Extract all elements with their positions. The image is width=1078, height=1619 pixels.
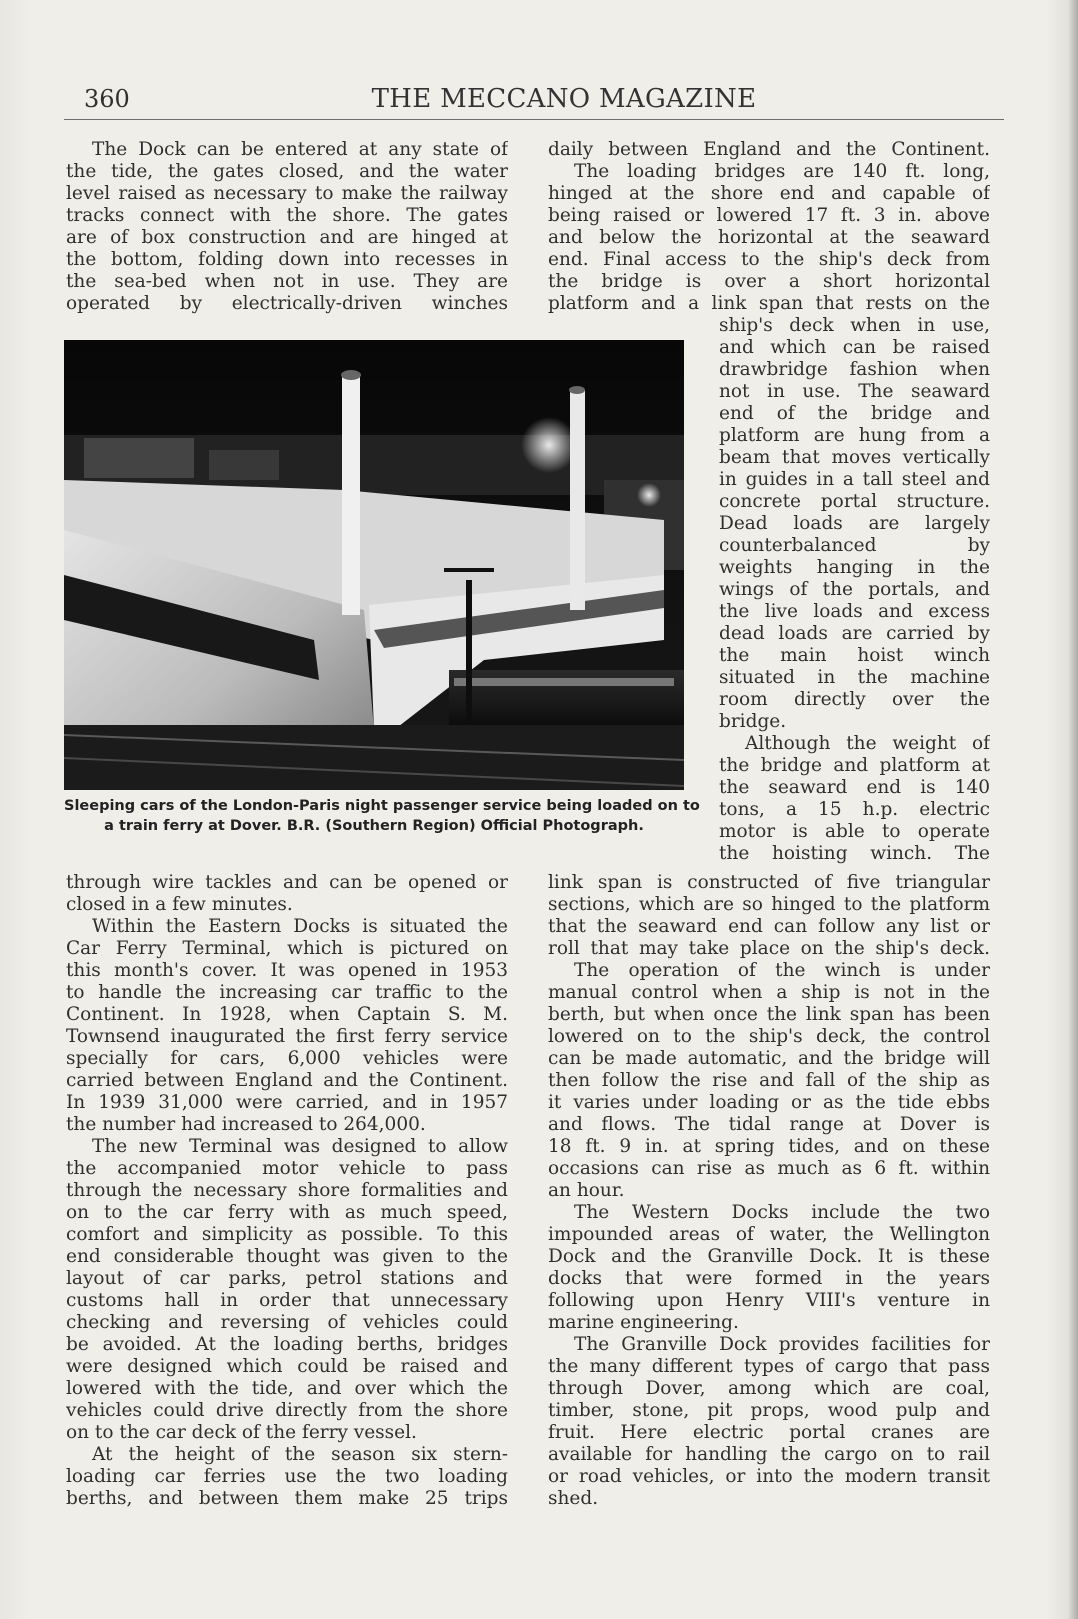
text-line: manual control when a ship is not in the [548,982,990,1003]
text-line: the tide, the gates closed, and the water [66,161,508,182]
text-line: Within the Eastern Docks is situated the [92,916,508,937]
text-line: daily between England and the Continent. [548,139,990,160]
text-line: The Western Docks include the two [574,1202,990,1223]
text-line: The Granville Dock provides facilities for [574,1334,990,1355]
text-line: on to the car deck of the ferry vessel. [66,1422,417,1443]
text-line: lowered on to the ship's deck, the control [548,1026,990,1047]
text-line: hinged at the shore end and capable of [548,183,990,204]
text-line: docks that were formed in the years [548,1268,990,1289]
text-line: room directly over the [719,689,990,710]
text-line: the bottom, folding down into recesses in [66,249,508,270]
text-line: the hoisting winch. The [719,843,990,864]
text-line: lowered with the tide, and over which the [66,1378,508,1399]
text-line: not in use. The seaward [719,381,990,402]
text-line: berths, and between them make 25 trips [66,1488,508,1509]
text-line: loading car ferries use the two loading [66,1466,508,1487]
text-line: the live loads and excess [719,601,990,622]
text-line: beam that moves vertically [719,447,990,468]
text-line: that the seaward end can follow any list or [548,916,990,937]
text-line: level raised as necessary to make the railway [66,183,508,204]
text-line: being raised or lowered 17 ft. 3 in. above [548,205,990,226]
text-line: Although the weight of [745,733,990,754]
text-line: Car Ferry Terminal, which is pictured on [66,938,508,959]
text-line: were designed which could be raised and [66,1356,508,1377]
text-line: drawbridge fashion when [719,359,990,380]
text-line: vehicles could drive directly from the shore [66,1400,508,1421]
text-line: At the height of the season six stern- [92,1444,508,1465]
text-line: tons, a 15 h.p. electric [719,799,990,820]
text-line: it varies under loading or as the tide ebbs [548,1092,990,1113]
text-line: wings of the portals, and [719,579,990,600]
text-line: The operation of the winch is under [574,960,990,981]
text-line: The Dock can be entered at any state of [92,139,508,160]
text-line: carried between England and the Continent. [66,1070,508,1091]
ferry-photograph [64,340,684,790]
text-line: occasions can rise as much as 6 ft. within [548,1158,990,1179]
text-line: closed in a few minutes. [66,894,293,915]
photo-caption: Sleeping cars of the London-Paris night passenger service being loaded on to [64,798,700,814]
text-line: and flows. The tidal range at Dover is [548,1114,990,1135]
text-line: situated in the machine [719,667,990,688]
text-line: and below the horizontal at the seaward [548,227,990,248]
text-line: the main hoist winch [719,645,990,666]
text-line: 18 ft. 9 in. at spring tides, and on these [548,1136,990,1157]
photo-caption: a train ferry at Dover. B.R. (Southern Region) Official Photograph. [104,818,644,834]
text-line: the many different types of cargo that pass [548,1356,990,1377]
text-line: counterbalanced by [719,535,990,556]
text-line: the number had increased to 264,000. [66,1114,426,1135]
text-line: impounded areas of water, the Wellington [548,1224,990,1245]
page-number: 360 [84,85,130,113]
text-line: end. Final access to the ship's deck from [548,249,990,270]
text-line: checking and reversing of vehicles could [66,1312,508,1333]
text-line: dead loads are carried by [719,623,990,644]
text-line: available for handling the cargo on to rail [548,1444,990,1465]
text-line: to handle the increasing car traffic to the [66,982,508,1003]
text-line: Dead loads are largely [719,513,990,534]
text-line: roll that may take place on the ship's deck. [548,938,990,959]
text-line: in guides in a tall steel and [719,469,990,490]
text-line: and which can be raised [719,337,990,358]
text-line: be avoided. At the loading berths, bridges [66,1334,508,1355]
text-line: an hour. [548,1180,625,1201]
text-line: on to the car ferry with as much speed, [66,1202,508,1223]
text-line: In 1939 31,000 were carried, and in 1957 [66,1092,508,1113]
text-line: the bridge is over a short horizontal [548,271,990,292]
text-line: fruit. Here electric portal cranes are [548,1422,990,1443]
text-line: marine engineering. [548,1312,739,1333]
text-line: timber, stone, pit props, wood pulp and [548,1400,990,1421]
text-line: Townsend inaugurated the first ferry service [66,1026,508,1047]
text-line: end considerable thought was given to the [66,1246,508,1267]
text-line: through Dover, among which are coal, [548,1378,990,1399]
text-line: weights hanging in the [719,557,990,578]
text-line: tracks connect with the shore. The gates [66,205,508,226]
page-edge-shadow [1068,0,1078,1619]
text-line: comfort and simplicity as possible. To this [66,1224,508,1245]
text-line: customs hall in order that unnecessary [66,1290,508,1311]
text-line: the seaward end is 140 [719,777,990,798]
text-line: the bridge and platform at [719,755,990,776]
text-line: can be made automatic, and the bridge will [548,1048,990,1069]
header-rule [64,119,1004,120]
text-line: concrete portal structure. [719,491,990,512]
text-line: berth, but when once the link span has been [548,1004,990,1025]
text-line: through wire tackles and can be opened or [66,872,508,893]
text-line: the sea-bed when not in use. They are [66,271,508,292]
text-line: Dock and the Granville Dock. It is these [548,1246,990,1267]
text-line: the accompanied motor vehicle to pass [66,1158,508,1179]
text-line: operated by electrically-driven winches [66,293,508,314]
text-line: The loading bridges are 140 ft. long, [574,161,990,182]
text-line: platform and a link span that rests on the [548,293,990,314]
text-line: specially for cars, 6,000 vehicles were [66,1048,508,1069]
page-header [84,84,1004,118]
text-line: Continent. In 1928, when Captain S. M. [66,1004,508,1025]
text-line: layout of car parks, petrol stations and [66,1268,508,1289]
text-line: sections, which are so hinged to the platform [548,894,990,915]
text-line: this month's cover. It was opened in 1953 [66,960,508,981]
text-line: bridge. [719,711,787,732]
text-line: following upon Henry VIII's venture in [548,1290,990,1311]
text-line: through the necessary shore formalities and [66,1180,508,1201]
text-line: motor is able to operate [719,821,990,842]
text-line: platform are hung from a [719,425,990,446]
text-line: or road vehicles, or into the modern transit [548,1466,990,1487]
text-line: shed. [548,1488,599,1509]
text-line: then follow the rise and fall of the ship as [548,1070,990,1091]
text-line: The new Terminal was designed to allow [92,1136,508,1157]
text-line: ship's deck when in use, [719,315,990,336]
text-line: end of the bridge and [719,403,990,424]
text-line: are of box construction and are hinged at [66,227,508,248]
magazine-title: THE MECCANO MAGAZINE [371,84,757,114]
text-line: link span is constructed of five triangular [548,872,990,893]
